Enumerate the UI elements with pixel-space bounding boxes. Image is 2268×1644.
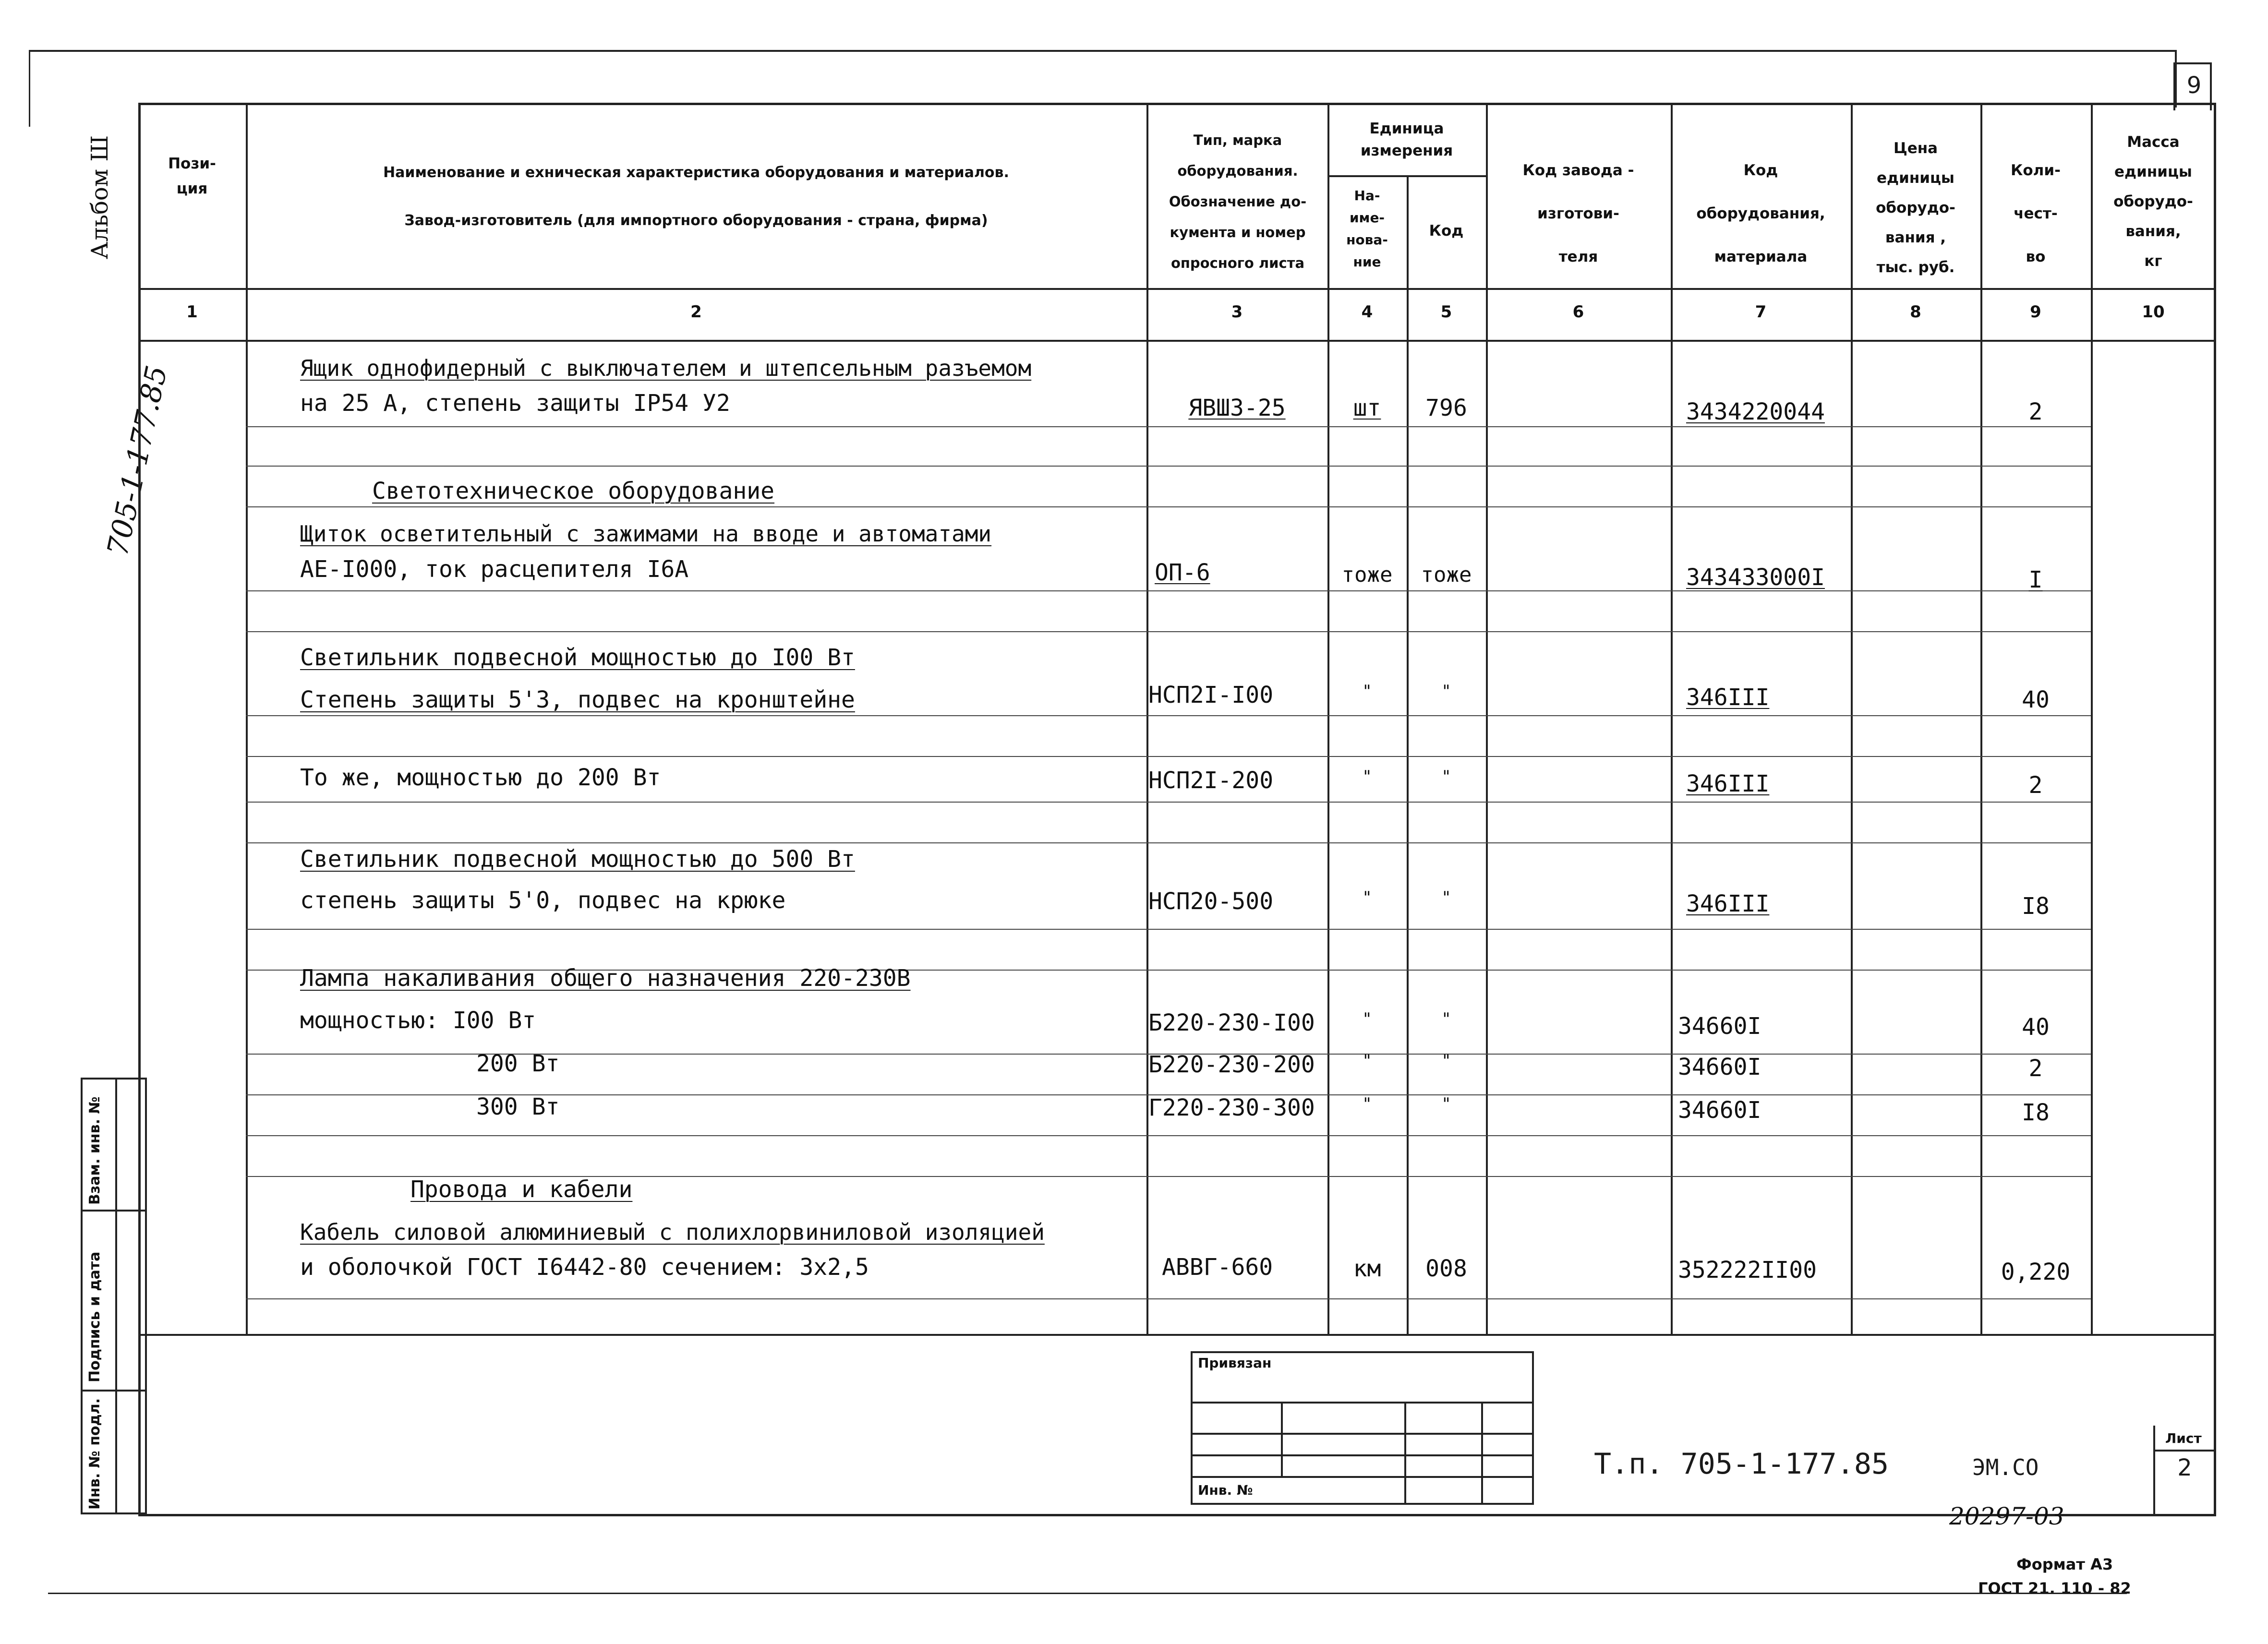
col-line-1 bbox=[246, 103, 248, 1334]
inv-podl-label: Инв. № подл. bbox=[86, 1398, 103, 1510]
list-number: 2 bbox=[2177, 1454, 2192, 1481]
col-line-5 bbox=[1486, 103, 1488, 1334]
row-sep-1 bbox=[246, 426, 2091, 427]
row4-unit-code: " bbox=[1441, 767, 1451, 786]
row5-unit: " bbox=[1362, 888, 1372, 907]
row1-unit: шт bbox=[1353, 395, 1381, 421]
row2-unit-code: тоже bbox=[1421, 563, 1472, 587]
row-sep-9 bbox=[246, 842, 2091, 843]
row9-desc-line2: и оболочкой ГОСТ I6442-80 сечением: 3х2,5 bbox=[300, 1254, 869, 1281]
row4-qty: 2 bbox=[2028, 772, 2043, 799]
row5-code: 346III bbox=[1686, 890, 1770, 917]
format-label: Формат А3 bbox=[2016, 1555, 2113, 1573]
row3-desc-line1: Светильник подвесной мощностью до I00 Вт bbox=[300, 644, 855, 671]
list-label: Лист bbox=[2165, 1430, 2202, 1446]
row9-type: АВВГ-660 bbox=[1162, 1254, 1273, 1281]
row2-unit: тоже bbox=[1341, 563, 1393, 587]
row3-qty: 40 bbox=[2022, 686, 2050, 713]
header-type: Тип, марка оборудования. Обозначение до- кумента и номер опросного листа bbox=[1169, 132, 1307, 271]
row1-code: 3434220044 bbox=[1686, 398, 1825, 425]
row-sep-16 bbox=[246, 1298, 2091, 1299]
colnum-4: 4 bbox=[1361, 302, 1373, 322]
colnum-3: 3 bbox=[1231, 302, 1243, 322]
row-sep-6 bbox=[246, 715, 2091, 716]
header-name: Наименование и ехническая характеристика оборудования и материалов. Завод-изготовитель (для импортного оборудования - страна, фирма) bbox=[383, 164, 1009, 229]
row-sep-10 bbox=[246, 929, 2091, 930]
sheet-bottom-line bbox=[48, 1593, 2127, 1594]
row7-type: Б220-230-200 bbox=[1148, 1051, 1315, 1078]
header-bottom-line bbox=[138, 288, 2216, 290]
row3-unit-code: " bbox=[1441, 682, 1451, 701]
col-line-8 bbox=[1980, 103, 1982, 1334]
vzam-inv-label: Взам. инв. № bbox=[86, 1096, 103, 1205]
gost-label: ГОСТ 21. 110 - 82 bbox=[1978, 1579, 2131, 1597]
row8-desc: 300 Вт bbox=[476, 1093, 560, 1120]
row3-desc-line2: Степень защиты 5'3, подвес на кронштейне bbox=[300, 686, 855, 713]
header-position: Пози- ция bbox=[168, 155, 216, 197]
row1-qty: 2 bbox=[2028, 398, 2043, 425]
colnum-10: 10 bbox=[2142, 302, 2165, 322]
row2-code: 343433000I bbox=[1686, 564, 1825, 591]
privyazan-label: Привязан bbox=[1198, 1355, 1272, 1371]
col-line-4 bbox=[1407, 175, 1409, 1334]
row6-desc-line1: Лампа накаливания общего назначения 220-230В bbox=[300, 965, 911, 992]
row-sep-7 bbox=[246, 756, 2091, 757]
col-line-2 bbox=[1146, 103, 1148, 1334]
handwritten-project-code: 705-1-177.85 bbox=[101, 362, 174, 559]
colnum-1: 1 bbox=[186, 302, 198, 322]
row8-unit-code: " bbox=[1441, 1094, 1451, 1114]
table-body-bottom bbox=[138, 1334, 2216, 1336]
section-cables-title: Провода и кабели bbox=[410, 1176, 633, 1203]
row6-unit: " bbox=[1362, 1009, 1372, 1029]
side-stamp-inner-line bbox=[115, 1078, 117, 1514]
colnum-2: 2 bbox=[690, 302, 702, 322]
row-sep-14 bbox=[246, 1135, 2091, 1136]
row7-unit-code: " bbox=[1441, 1051, 1451, 1070]
row6-type: Б220-230-I00 bbox=[1148, 1009, 1315, 1036]
header-mass: Масса единицы оборудо- вания, кг bbox=[2113, 133, 2193, 270]
header-equipment-code: Код оборудования, материала bbox=[1696, 162, 1825, 265]
row9-code: 352222II00 bbox=[1678, 1257, 1817, 1284]
row8-unit: " bbox=[1362, 1094, 1372, 1114]
row-sep-5 bbox=[246, 631, 2091, 632]
row-sep-8 bbox=[246, 802, 2091, 803]
row2-type: ОП-6 bbox=[1155, 559, 1210, 586]
col-line-7 bbox=[1851, 103, 1853, 1334]
row1-type: ЯВШЗ-25 bbox=[1188, 395, 1286, 421]
row2-qty: I bbox=[2028, 566, 2043, 593]
sheet-left-line bbox=[29, 50, 30, 127]
row6-desc-line2: мощностью: I00 Вт bbox=[300, 1007, 536, 1034]
row7-qty: 2 bbox=[2028, 1055, 2043, 1082]
row1-desc-line2: на 25 А, степень защиты IP54 У2 bbox=[300, 390, 730, 417]
row9-qty: 0,220 bbox=[2001, 1259, 2071, 1285]
album-label: Альбом Ш bbox=[86, 135, 113, 259]
colnum-6: 6 bbox=[1572, 302, 1584, 322]
row5-unit-code: " bbox=[1441, 888, 1451, 907]
colnum-8: 8 bbox=[1910, 302, 1921, 322]
row9-desc-line1: Кабель силовой алюминиевый с полихлорвиниловой изоляцией bbox=[300, 1219, 1045, 1245]
header-unit-code: Код bbox=[1429, 222, 1464, 240]
row3-type: НСП2I-I00 bbox=[1148, 682, 1274, 708]
row6-qty: 40 bbox=[2022, 1014, 2050, 1041]
row7-desc: 200 Вт bbox=[476, 1050, 560, 1077]
row4-desc: То же, мощностью до 200 Вт bbox=[300, 764, 661, 791]
colnum-bottom-line bbox=[138, 340, 2216, 342]
side-stamp-divider-1 bbox=[81, 1210, 147, 1212]
colnum-9: 9 bbox=[2030, 302, 2041, 322]
row2-desc-line1: Щиток осветительный с зажимами на вводе и автоматами bbox=[300, 521, 992, 547]
row9-unit-code: 008 bbox=[1425, 1255, 1467, 1282]
row5-qty: I8 bbox=[2022, 893, 2050, 920]
row4-unit: " bbox=[1362, 767, 1372, 786]
row7-unit: " bbox=[1362, 1051, 1372, 1070]
row7-code: 34660I bbox=[1678, 1054, 1761, 1080]
row1-desc-line1: Ящик однофидерный с выключателем и штепсельным разъемом bbox=[300, 355, 1032, 381]
row2-desc-line2: АЕ-I000, ток расцепителя I6А bbox=[300, 556, 689, 583]
col-line-6 bbox=[1671, 103, 1673, 1334]
row6-code: 34660I bbox=[1678, 1013, 1761, 1040]
row5-desc-line2: степень защиты 5'0, подвес на крюке bbox=[300, 887, 786, 914]
row3-code: 346III bbox=[1686, 684, 1770, 711]
stamp-number: 20297-03 bbox=[1949, 1502, 2064, 1530]
row5-type: НСП20-500 bbox=[1148, 888, 1274, 915]
header-quantity: Коли- чест- во bbox=[2011, 162, 2061, 265]
sheet-top-line bbox=[29, 50, 2175, 52]
col-line-9 bbox=[2091, 103, 2093, 1334]
row8-type: Г220-230-300 bbox=[1148, 1094, 1315, 1121]
header-price: Цена единицы оборудо- вания , тыс. руб. bbox=[1876, 140, 1955, 276]
row4-type: НСП2I-200 bbox=[1148, 767, 1274, 794]
side-stamp-divider-2 bbox=[81, 1390, 147, 1392]
row6-unit-code: " bbox=[1441, 1009, 1451, 1029]
row8-qty: I8 bbox=[2022, 1099, 2050, 1126]
privyazan-vline-3 bbox=[1481, 1402, 1483, 1505]
section-lighting-title: Светотехническое оборудование bbox=[372, 478, 775, 504]
doc-code: Т.п. 705-1-177.85 bbox=[1594, 1447, 1889, 1481]
row1-unit-code: 796 bbox=[1425, 395, 1467, 421]
colnum-5: 5 bbox=[1440, 302, 1452, 322]
podpis-data-label: Подпись и дата bbox=[86, 1251, 103, 1382]
row5-desc-line1: Светильник подвесной мощностью до 500 Вт bbox=[300, 846, 855, 873]
inv-no-label: Инв. № bbox=[1198, 1482, 1253, 1498]
row-sep-3 bbox=[246, 506, 2091, 507]
header-unit: Единица измерения bbox=[1360, 120, 1453, 159]
doc-mark: ЭМ.СО bbox=[1972, 1454, 2039, 1480]
list-box-divider bbox=[2153, 1450, 2216, 1452]
privyazan-vline-2 bbox=[1404, 1402, 1406, 1505]
row3-unit: " bbox=[1362, 682, 1372, 701]
row4-code: 346III bbox=[1686, 770, 1770, 797]
privyazan-vline-1 bbox=[1281, 1402, 1283, 1476]
row9-unit: км bbox=[1353, 1255, 1381, 1282]
header-factory-code: Код завода - изготови- теля bbox=[1522, 162, 1634, 265]
col-line-3 bbox=[1327, 103, 1329, 1334]
row8-code: 34660I bbox=[1678, 1097, 1761, 1124]
header-unit-name: На- име- нова- ние bbox=[1346, 188, 1388, 270]
sheet-number: 9 bbox=[2186, 72, 2202, 99]
colnum-7: 7 bbox=[1755, 302, 1767, 322]
row-sep-2 bbox=[246, 466, 2091, 467]
